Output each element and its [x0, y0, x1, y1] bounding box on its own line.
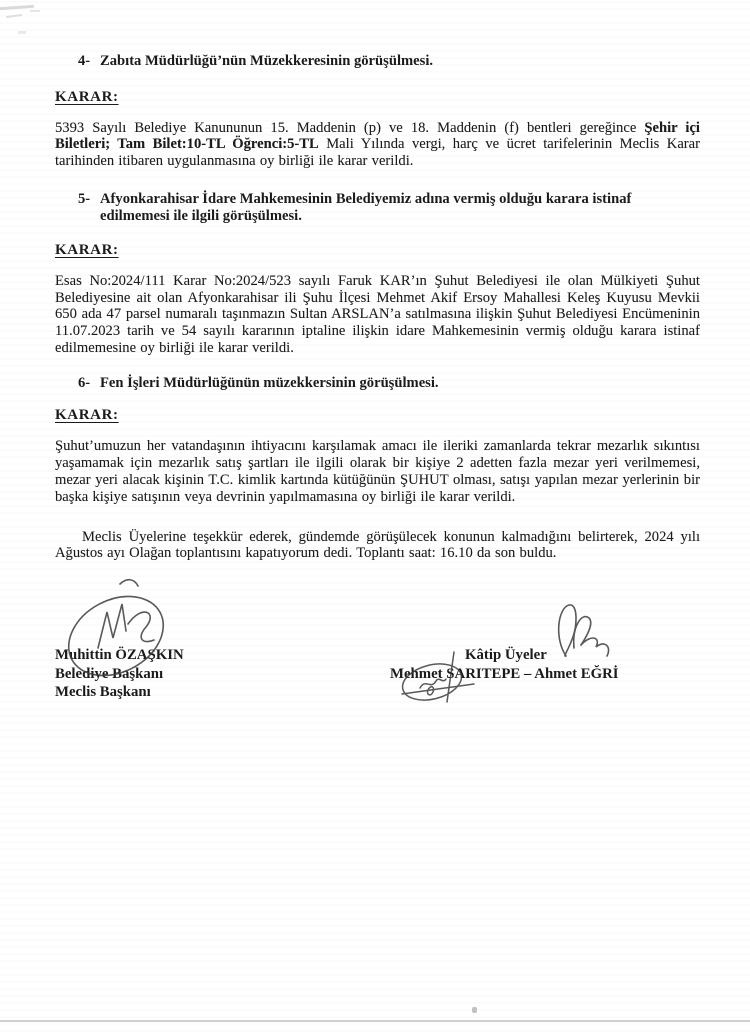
chairman-signature-block — [55, 646, 184, 702]
decision-paragraph-5: Esas No:2024/111 Karar No:2024/523 sayılı Faruk KAR’ın Şuhut Belediyesi ile olan Mülkiyeti Şuhut Belediyesine ait olan Afyonkarahisar ili Şuhu İlçesi Mehmet Akif Ersoy Mahallesi Keleş Kuyusu Mevkii 650 ada 47 parsel numaralı taşınmazın Sultan ARSLAN’a satılmasına ilişkin Şuhut Belediyesi Encümeninin 11.07.2023 tarih ve 54 sayılı kararının iptaline ilişkin idare Mahkemesinin vermiş olduğu karara istinaf edilmemesine oy birliği ile karar verildi. — [55, 272, 700, 357]
document-content — [55, 53, 700, 776]
karar-label-6: KARAR: — [55, 407, 119, 424]
agenda-item-5-heading — [55, 191, 700, 226]
decision-4-text-regular-1: 5393 Sayılı Belediye Kanununun 15. Maddenin (p) ve 18. Maddenin (f) bentleri gereğince — [55, 119, 645, 136]
agenda-item-6-title: Fen İşleri Müdürlüğünün müzekkersinin görüşülmesi. — [100, 374, 439, 391]
scan-smudge-top-left-3 — [30, 10, 40, 12]
clerks-signature-block — [390, 646, 640, 683]
agenda-item-5-title: Afyonkarahisar İdare Mahkemesinin Belediyemiz adına vermiş olduğu karara istinaf edilmemesi ile ilgili görüşülmesi. — [100, 190, 632, 225]
scan-artifact-bottom-line — [0, 1020, 750, 1022]
agenda-item-4-title: Zabıta Müdürlüğü’nün Müzekkeresinin görüşülmesi. — [100, 53, 434, 69]
agenda-item-4-heading — [55, 53, 700, 71]
decision-4-text-regular-2: Mali Yılında vergi, harç ve ücret tarifelerinin Meclis Karar tarihinden itibaren uygulanmasına oy birliği ile karar verildi. — [55, 136, 701, 170]
scan-smudge-top-left-4 — [18, 31, 26, 34]
decision-paragraph-4 — [55, 120, 700, 170]
agenda-item-4-number: 4- — [78, 53, 91, 69]
scan-ink-speck — [472, 1007, 477, 1013]
karar-label-4: KARAR: — [55, 88, 119, 105]
agenda-item-6-number: 6- — [78, 374, 91, 391]
karar-label-5: KARAR: — [55, 241, 119, 258]
scan-smudge-top-left-2 — [6, 14, 22, 18]
closing-paragraph: Meclis Üyelerine teşekkür ederek, gündemde görüşülecek konunun kalmadığını belirterek, 2024 yılı Ağustos ayı Olağan toplantısını kapatıyorum dedi. Toplantı saat: 16.10 da son buldu. — [55, 528, 700, 562]
clerks-label: Kâtip Üyeler — [465, 647, 547, 664]
decision-paragraph-6: Şuhut’umuzun her vatandaşının ihtiyacını karşılamak amacı ile ileriki zamanlarda tekrar mezarlık sıkıntısı yaşamamak için mezarlık satış şartları ile ilgili olarak bir kişiye 2 adetten fazla mezar yeri verilmemesi, mezar yeri alacak kişinin T.C. kimlik kartında kütüğünün ŞUHUT olması, satışı yapılan mezar yerlerinin bir başka kişiye satışının veya devrinin yapılmamasına oy birliği ile karar verildi. — [55, 438, 700, 505]
chairman-name: Muhittin ÖZAŞKIN — [55, 647, 184, 664]
clerks-names: Mehmet SARITEPE – Ahmet EĞRİ — [390, 665, 619, 682]
scan-smudge-top-left-1 — [0, 5, 34, 10]
signature-block — [55, 646, 700, 776]
chairman-title-2: Meclis Başkanı — [55, 684, 151, 701]
decision-4-fare-tariff-bold: Şehir içi Biletleri; Tam Bilet:10-TL Öğrenci:5-TL — [55, 119, 700, 153]
agenda-item-5-number: 5- — [78, 190, 91, 207]
chairman-title-1: Belediye Başkanı — [55, 665, 164, 682]
agenda-item-6-heading — [55, 375, 700, 393]
